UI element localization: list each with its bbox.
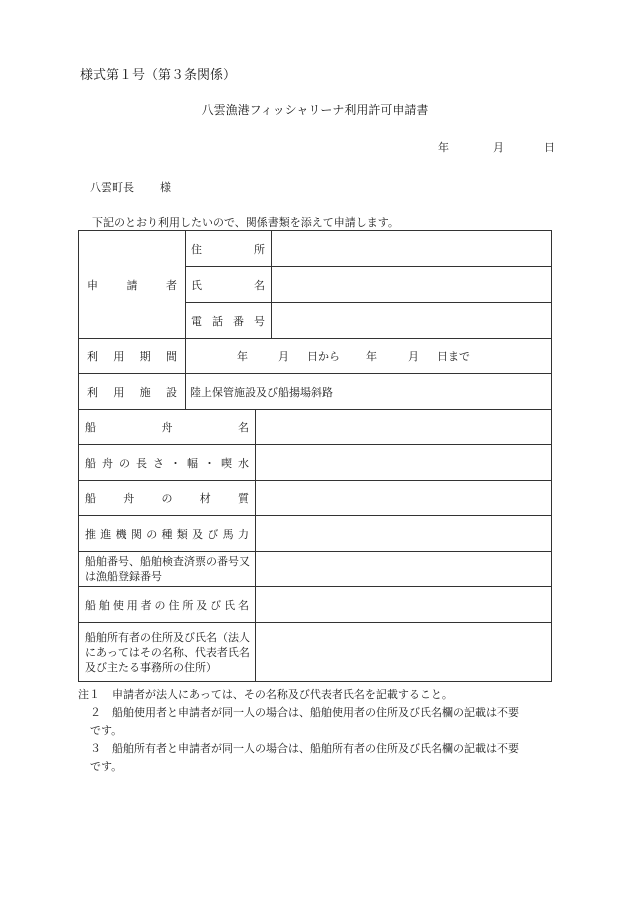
vessel-owner-field[interactable] xyxy=(256,623,552,682)
name-label: 氏 名 xyxy=(191,278,265,292)
name-field[interactable] xyxy=(272,267,552,302)
note-2: ２ 船舶使用者と申請者が同一人の場合は、船舶使用者の住所及び氏名欄の記載は不要 xyxy=(90,706,519,719)
period-month-to: 月 xyxy=(408,350,419,363)
vessel-material-field[interactable] xyxy=(256,481,552,515)
note-3-cont: です。 xyxy=(90,760,123,773)
vessel-name-label: 船 舟 名 xyxy=(85,421,249,434)
intro-text: 下記のとおり利用したいので、関係書類を添えて申請します。 xyxy=(92,216,399,229)
note-3: ３ 船舶所有者と申請者が同一人の場合は、船舶所有者の住所及び氏名欄の記載は不要 xyxy=(90,742,519,755)
note-1: 注１ 申請者が法人にあっては、その名称及び代表者氏名を記載すること。 xyxy=(78,688,453,701)
applicant-label: 申 請 者 xyxy=(87,278,177,292)
vessel-owner-label: 船舶所有者の住所及び氏名（法人にあってはその名称、代表者氏名及び主たる事務所の住所） xyxy=(85,631,250,674)
vessel-user-field[interactable] xyxy=(256,587,552,622)
addressee-name: 八雲町長 xyxy=(90,181,134,194)
period-label: 利 用 期 間 xyxy=(87,350,177,363)
phone-field[interactable] xyxy=(272,303,552,338)
period-month-from: 月 xyxy=(278,350,289,363)
addressee xyxy=(90,179,171,195)
period-from: 日から xyxy=(307,350,340,363)
note-2-cont: です。 xyxy=(90,724,123,737)
vessel-dimensions-field[interactable] xyxy=(256,445,552,480)
period-to: 日まで xyxy=(437,350,470,363)
form-number: 様式第１号（第３条関係） xyxy=(80,68,237,83)
date-month-label: 月 xyxy=(493,141,504,154)
period-year-from: 年 xyxy=(237,350,248,363)
engine-label: 推 進 機 関 の 種 類 及 び 馬 力 xyxy=(85,527,249,541)
engine-field[interactable] xyxy=(256,516,552,551)
vessel-number-label: 船舶番号、船舶検査済票の番号又は漁船登録番号 xyxy=(85,555,250,583)
phone-label: 電 話 番 号 xyxy=(191,314,265,328)
vessel-material-label: 船 舟 の 材 質 xyxy=(85,492,249,505)
facility-value: 陸上保管施設及び船揚場斜路 xyxy=(190,385,333,399)
date-year-label: 年 xyxy=(438,141,449,154)
notes xyxy=(78,686,558,776)
period-year-to: 年 xyxy=(366,350,377,363)
vessel-dimensions-label: 船 舟 の 長 さ ・ 幅 ・ 喫 水 xyxy=(85,456,249,470)
date-line xyxy=(438,139,555,155)
application-table xyxy=(78,230,552,682)
period-field[interactable] xyxy=(186,339,552,373)
vessel-number-field[interactable] xyxy=(256,552,552,586)
document-title: 八雲漁港フィッシャリーナ利用許可申請書 xyxy=(201,103,429,117)
vessel-user-label: 船 舶 使 用 者 の 住 所 及 び 氏 名 xyxy=(85,598,249,612)
date-day-label: 日 xyxy=(544,141,555,154)
vessel-name-field[interactable] xyxy=(256,410,552,444)
address-field[interactable] xyxy=(272,231,552,266)
address-label: 住 所 xyxy=(191,242,265,256)
facility-label: 利 用 施 設 xyxy=(87,385,177,399)
addressee-honorific: 様 xyxy=(160,181,171,194)
